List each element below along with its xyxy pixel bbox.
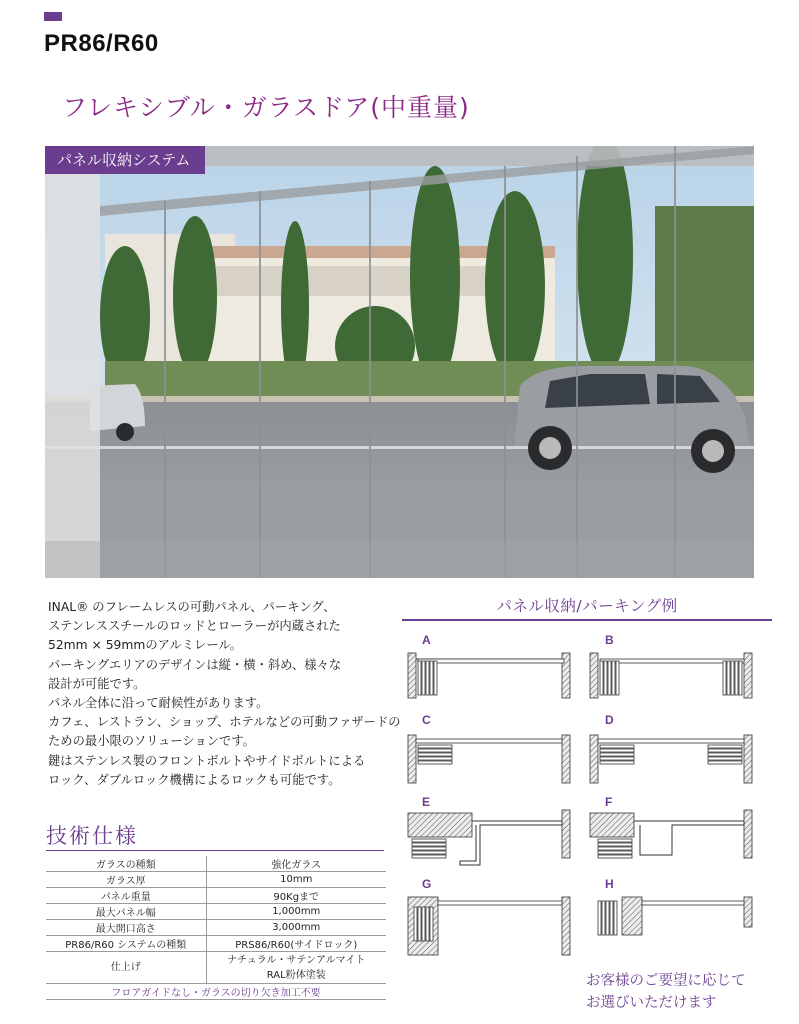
description-line: パーキングエリアのデザインは縦・横・斜め、様々な (48, 657, 342, 672)
description-line: 52mm × 59mmのアルミレール。 (48, 638, 242, 653)
spec-value-multi (206, 952, 386, 984)
description-line: パネル全体に沿って耐候性があります。 (48, 696, 269, 711)
model-name: PR86/R60 (44, 30, 159, 57)
spec-value: PRS86/R60(サイドロック) (206, 936, 386, 952)
description-line: INAL® のフレームレスの可動パネル、パーキング、 (48, 600, 336, 614)
spec-key: 最大開口高さ (46, 920, 206, 936)
storefront-photo (45, 146, 754, 578)
description-line: ステンレススチールのロッドとローラーが内蔵された (48, 619, 341, 634)
diagram-label-g: G (422, 877, 432, 891)
description-line: ロック、ダブルロック機構によるロックも可能です。 (48, 772, 341, 787)
spec-key: ガラス厚 (46, 872, 206, 888)
diagrams-note (586, 970, 746, 1014)
table-row (46, 888, 386, 904)
diagram-label-h: H (605, 877, 614, 891)
parking-diagrams (400, 625, 780, 965)
note-line: お選びいただけます (586, 995, 717, 1011)
product-description (48, 598, 401, 790)
table-row (46, 984, 386, 1000)
diagrams-title: パネル収納/パーキング例 (496, 597, 678, 615)
table-row (46, 904, 386, 920)
description-line: 鍵はステンレス製のフロントボルトやサイドボルトによる (48, 753, 366, 768)
table-row (46, 952, 386, 984)
spec-title: 技術仕様 (46, 824, 138, 848)
spec-table (46, 856, 386, 1000)
spec-value: 強化ガラス (206, 856, 386, 872)
description-line: カフェ、レストラン、ショップ、ホテルなどの可動ファザードの (48, 715, 401, 730)
page-title: フレキシブル・ガラスドア(中重量) (62, 93, 470, 122)
diagrams-divider (402, 619, 772, 621)
spec-divider (46, 850, 384, 851)
photo-badge: パネル収納システム (45, 146, 205, 174)
table-row (46, 856, 386, 872)
spec-value: 1,000mm (206, 904, 386, 920)
diagram-label-b: B (605, 633, 614, 647)
diagram-label-f: F (605, 795, 613, 809)
spec-key: パネル重量 (46, 888, 206, 904)
description-line: ための最小限のソリューションです。 (48, 734, 255, 749)
note-line: お客様のご要望に応じて (586, 973, 746, 989)
spec-key: PR86/R60 システムの種類 (46, 936, 206, 952)
diagram-label-a: A (422, 633, 431, 647)
table-row (46, 872, 386, 888)
spec-footer: フロアガイドなし・ガラスの切り欠き加工不要 (46, 984, 386, 1000)
description-line: 設計が可能です。 (48, 676, 146, 691)
diagram-label-e: E (422, 795, 431, 809)
table-row (46, 920, 386, 936)
spec-key: 仕上げ (46, 952, 206, 984)
spec-key: ガラスの種類 (46, 856, 206, 872)
table-row (46, 936, 386, 952)
diagram-label-d: D (605, 713, 614, 727)
spec-key: 最大パネル幅 (46, 904, 206, 920)
spec-value: RAL粉体塗装 (266, 969, 326, 981)
diagram-label-c: C (422, 713, 431, 727)
spec-value: ナチュラル・サテンアルマイト (227, 954, 366, 966)
spec-value: 90Kgまで (206, 888, 386, 904)
spec-value: 10mm (206, 872, 386, 888)
spec-value: 3,000mm (206, 920, 386, 936)
brand-tag (44, 12, 62, 21)
